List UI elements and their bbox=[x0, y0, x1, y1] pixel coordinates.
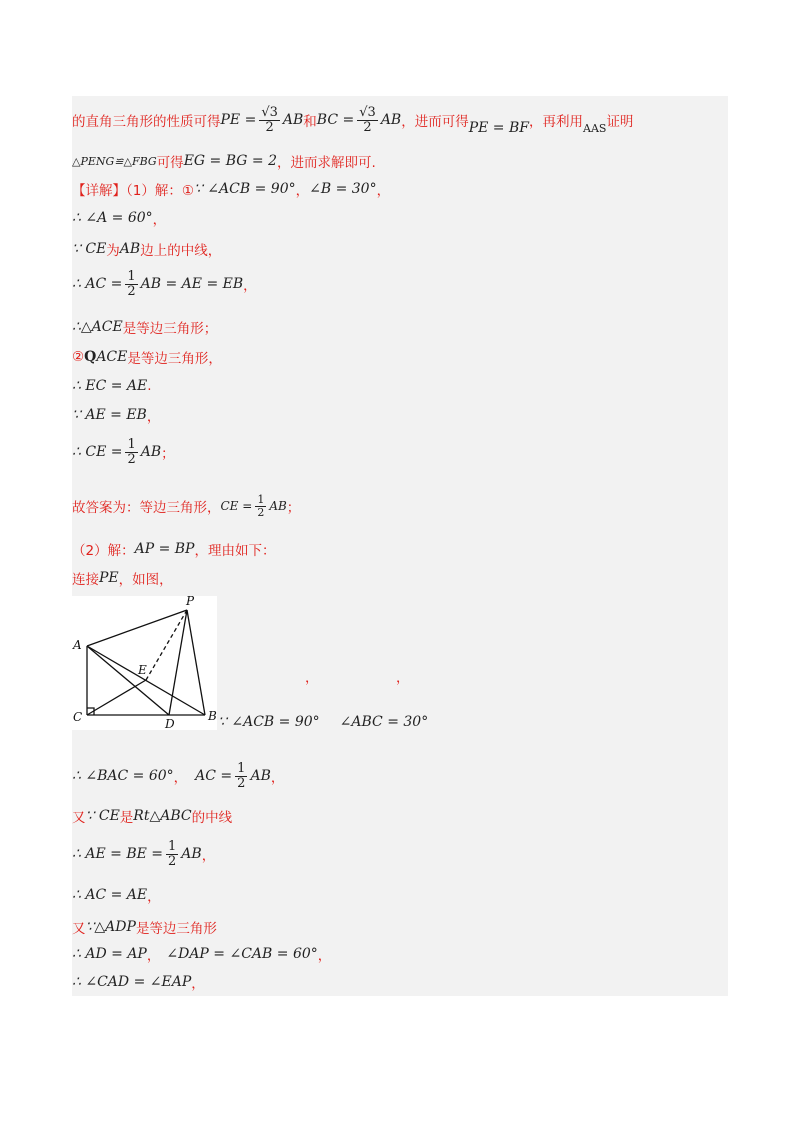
text: 连接 bbox=[72, 572, 99, 588]
math: ∵ AE = EB bbox=[72, 407, 147, 423]
text: ， bbox=[376, 183, 391, 199]
text: 是 bbox=[119, 810, 134, 826]
math: ∴ AC = bbox=[72, 276, 123, 292]
text: 又 bbox=[72, 810, 86, 826]
denominator: 2 bbox=[237, 775, 246, 791]
text: ； bbox=[286, 500, 301, 516]
text: 是等边三角形， bbox=[127, 351, 222, 367]
text: ② bbox=[72, 349, 85, 365]
math: AB bbox=[119, 241, 141, 257]
line-19 bbox=[72, 884, 161, 906]
text: ，再利用 bbox=[529, 114, 583, 130]
math: AAS bbox=[583, 121, 607, 135]
label-D: D bbox=[165, 717, 175, 730]
text: ，进而求解即可. bbox=[277, 155, 376, 171]
numerator: √3 bbox=[359, 104, 376, 120]
line-15 bbox=[218, 711, 428, 733]
line-14 bbox=[72, 567, 173, 589]
math: Q bbox=[84, 349, 97, 365]
text: 的中线 bbox=[191, 810, 233, 826]
line-1 bbox=[72, 103, 633, 137]
text: ， bbox=[201, 848, 216, 864]
text: 边上的中线， bbox=[140, 243, 222, 259]
math: ∠ABC = 30° bbox=[339, 714, 429, 730]
denominator: 2 bbox=[127, 451, 136, 467]
denominator: 2 bbox=[257, 505, 265, 519]
math: ∵ CE bbox=[72, 241, 107, 257]
math: ∵ CE bbox=[85, 808, 120, 824]
math: AP = BP bbox=[134, 541, 195, 557]
math: AB bbox=[269, 499, 287, 513]
fraction bbox=[235, 762, 247, 790]
line-10 bbox=[72, 404, 160, 426]
label-E: E bbox=[138, 663, 147, 677]
label-A: A bbox=[73, 638, 82, 652]
line-15-comma-2 bbox=[396, 666, 410, 686]
math: ∴△ACE bbox=[72, 319, 123, 335]
math: ∴ ∠A = 60° bbox=[72, 210, 153, 226]
text: ，如图， bbox=[118, 572, 173, 588]
text: 【详解】（1）解：① bbox=[72, 183, 194, 199]
text: ， bbox=[270, 770, 285, 786]
math: PE = bbox=[220, 112, 257, 128]
label-B: B bbox=[208, 709, 217, 723]
text: 和 bbox=[303, 114, 317, 130]
text: ， bbox=[152, 212, 167, 228]
numerator: 1 bbox=[257, 492, 265, 506]
math: AB = AE = EB bbox=[140, 276, 244, 292]
line-6 bbox=[72, 266, 257, 302]
denominator: 2 bbox=[168, 853, 177, 869]
math: AB bbox=[380, 112, 402, 128]
line-11 bbox=[72, 434, 175, 470]
text: 的直角三角形的性质可得 bbox=[72, 114, 221, 130]
text: . bbox=[147, 378, 152, 394]
text: （2）解： bbox=[72, 543, 135, 559]
label-C: C bbox=[73, 710, 83, 724]
line-21 bbox=[72, 943, 331, 965]
fraction bbox=[357, 106, 378, 134]
fraction bbox=[259, 106, 280, 134]
fraction bbox=[125, 270, 137, 298]
line-7 bbox=[72, 316, 217, 338]
math: AB bbox=[282, 112, 304, 128]
line-15-comma-1 bbox=[305, 666, 319, 686]
line-3 bbox=[72, 178, 390, 200]
math: PE bbox=[99, 570, 119, 586]
fraction bbox=[125, 438, 137, 466]
math: △PENG≌△FBG bbox=[72, 154, 157, 168]
text: ，理由如下： bbox=[194, 543, 276, 559]
math: ∴ ∠CAD = ∠EAP bbox=[72, 974, 192, 990]
text: ， bbox=[317, 948, 332, 964]
text: ， bbox=[146, 948, 161, 964]
text: ，进而可得 bbox=[401, 114, 469, 130]
math: ∠B = 30° bbox=[309, 181, 377, 197]
line-9 bbox=[72, 375, 152, 397]
numerator: √3 bbox=[261, 104, 278, 120]
math: ∴ AE = BE = bbox=[72, 846, 164, 862]
fraction bbox=[166, 840, 178, 868]
text: 为 bbox=[106, 243, 120, 259]
math: CE = bbox=[220, 499, 253, 513]
text: ， bbox=[243, 278, 257, 294]
line-4 bbox=[72, 207, 166, 229]
math: ∵ ∠ACB = 90° bbox=[193, 181, 296, 197]
text: 可得 bbox=[156, 155, 184, 171]
text: ， bbox=[191, 976, 205, 992]
text: ， bbox=[147, 889, 161, 905]
fraction bbox=[255, 494, 266, 518]
line-16 bbox=[72, 758, 284, 794]
numerator: 1 bbox=[127, 268, 136, 284]
math: ∴ CE = bbox=[72, 444, 123, 460]
line-13 bbox=[72, 538, 275, 560]
text: 证明 bbox=[606, 114, 634, 130]
text: ； bbox=[161, 446, 175, 462]
line-18 bbox=[72, 836, 215, 872]
numerator: 1 bbox=[127, 436, 136, 452]
text: ， bbox=[305, 670, 319, 686]
line-22 bbox=[72, 971, 205, 993]
math: EG = BG = 2 bbox=[183, 153, 277, 169]
text: 是等边三角形； bbox=[122, 321, 218, 337]
math: PE = BF bbox=[468, 120, 529, 136]
math: ∠DAP = ∠CAB = 60° bbox=[166, 946, 318, 962]
line-17 bbox=[72, 805, 232, 827]
math: AC = bbox=[195, 768, 233, 784]
numerator: 1 bbox=[237, 760, 246, 776]
line-12 bbox=[72, 488, 300, 524]
math: ∴ EC = AE bbox=[72, 378, 148, 394]
denominator: 2 bbox=[127, 283, 136, 299]
math: ACE bbox=[96, 349, 128, 365]
geometry-figure bbox=[72, 596, 217, 730]
math: AB bbox=[140, 444, 162, 460]
math: ∵ ∠ACB = 90° bbox=[218, 714, 320, 730]
numerator: 1 bbox=[168, 838, 177, 854]
line-8 bbox=[72, 346, 222, 368]
math: ∴ ∠BAC = 60° bbox=[72, 768, 174, 784]
text: ， bbox=[146, 409, 161, 425]
math: ∵△ADP bbox=[85, 919, 136, 935]
line-2 bbox=[72, 150, 376, 172]
text: ， bbox=[173, 770, 188, 786]
denominator: 2 bbox=[363, 119, 372, 135]
text: 故答案为：等边三角形， bbox=[72, 500, 221, 516]
math: ∴ AD = AP bbox=[72, 946, 147, 962]
math: ∴ AC = AE bbox=[72, 887, 148, 903]
label-P: P bbox=[186, 596, 195, 608]
math: Rt△ABC bbox=[133, 808, 192, 824]
line-20 bbox=[72, 916, 217, 938]
text: ， bbox=[396, 670, 410, 686]
text: 是等边三角形 bbox=[135, 921, 217, 937]
denominator: 2 bbox=[265, 119, 274, 135]
line-5 bbox=[72, 238, 221, 260]
math: AB bbox=[181, 846, 202, 862]
text: ， bbox=[295, 183, 310, 199]
text: 又 bbox=[72, 921, 86, 937]
math: BC = bbox=[316, 112, 355, 128]
math: AB bbox=[250, 768, 271, 784]
